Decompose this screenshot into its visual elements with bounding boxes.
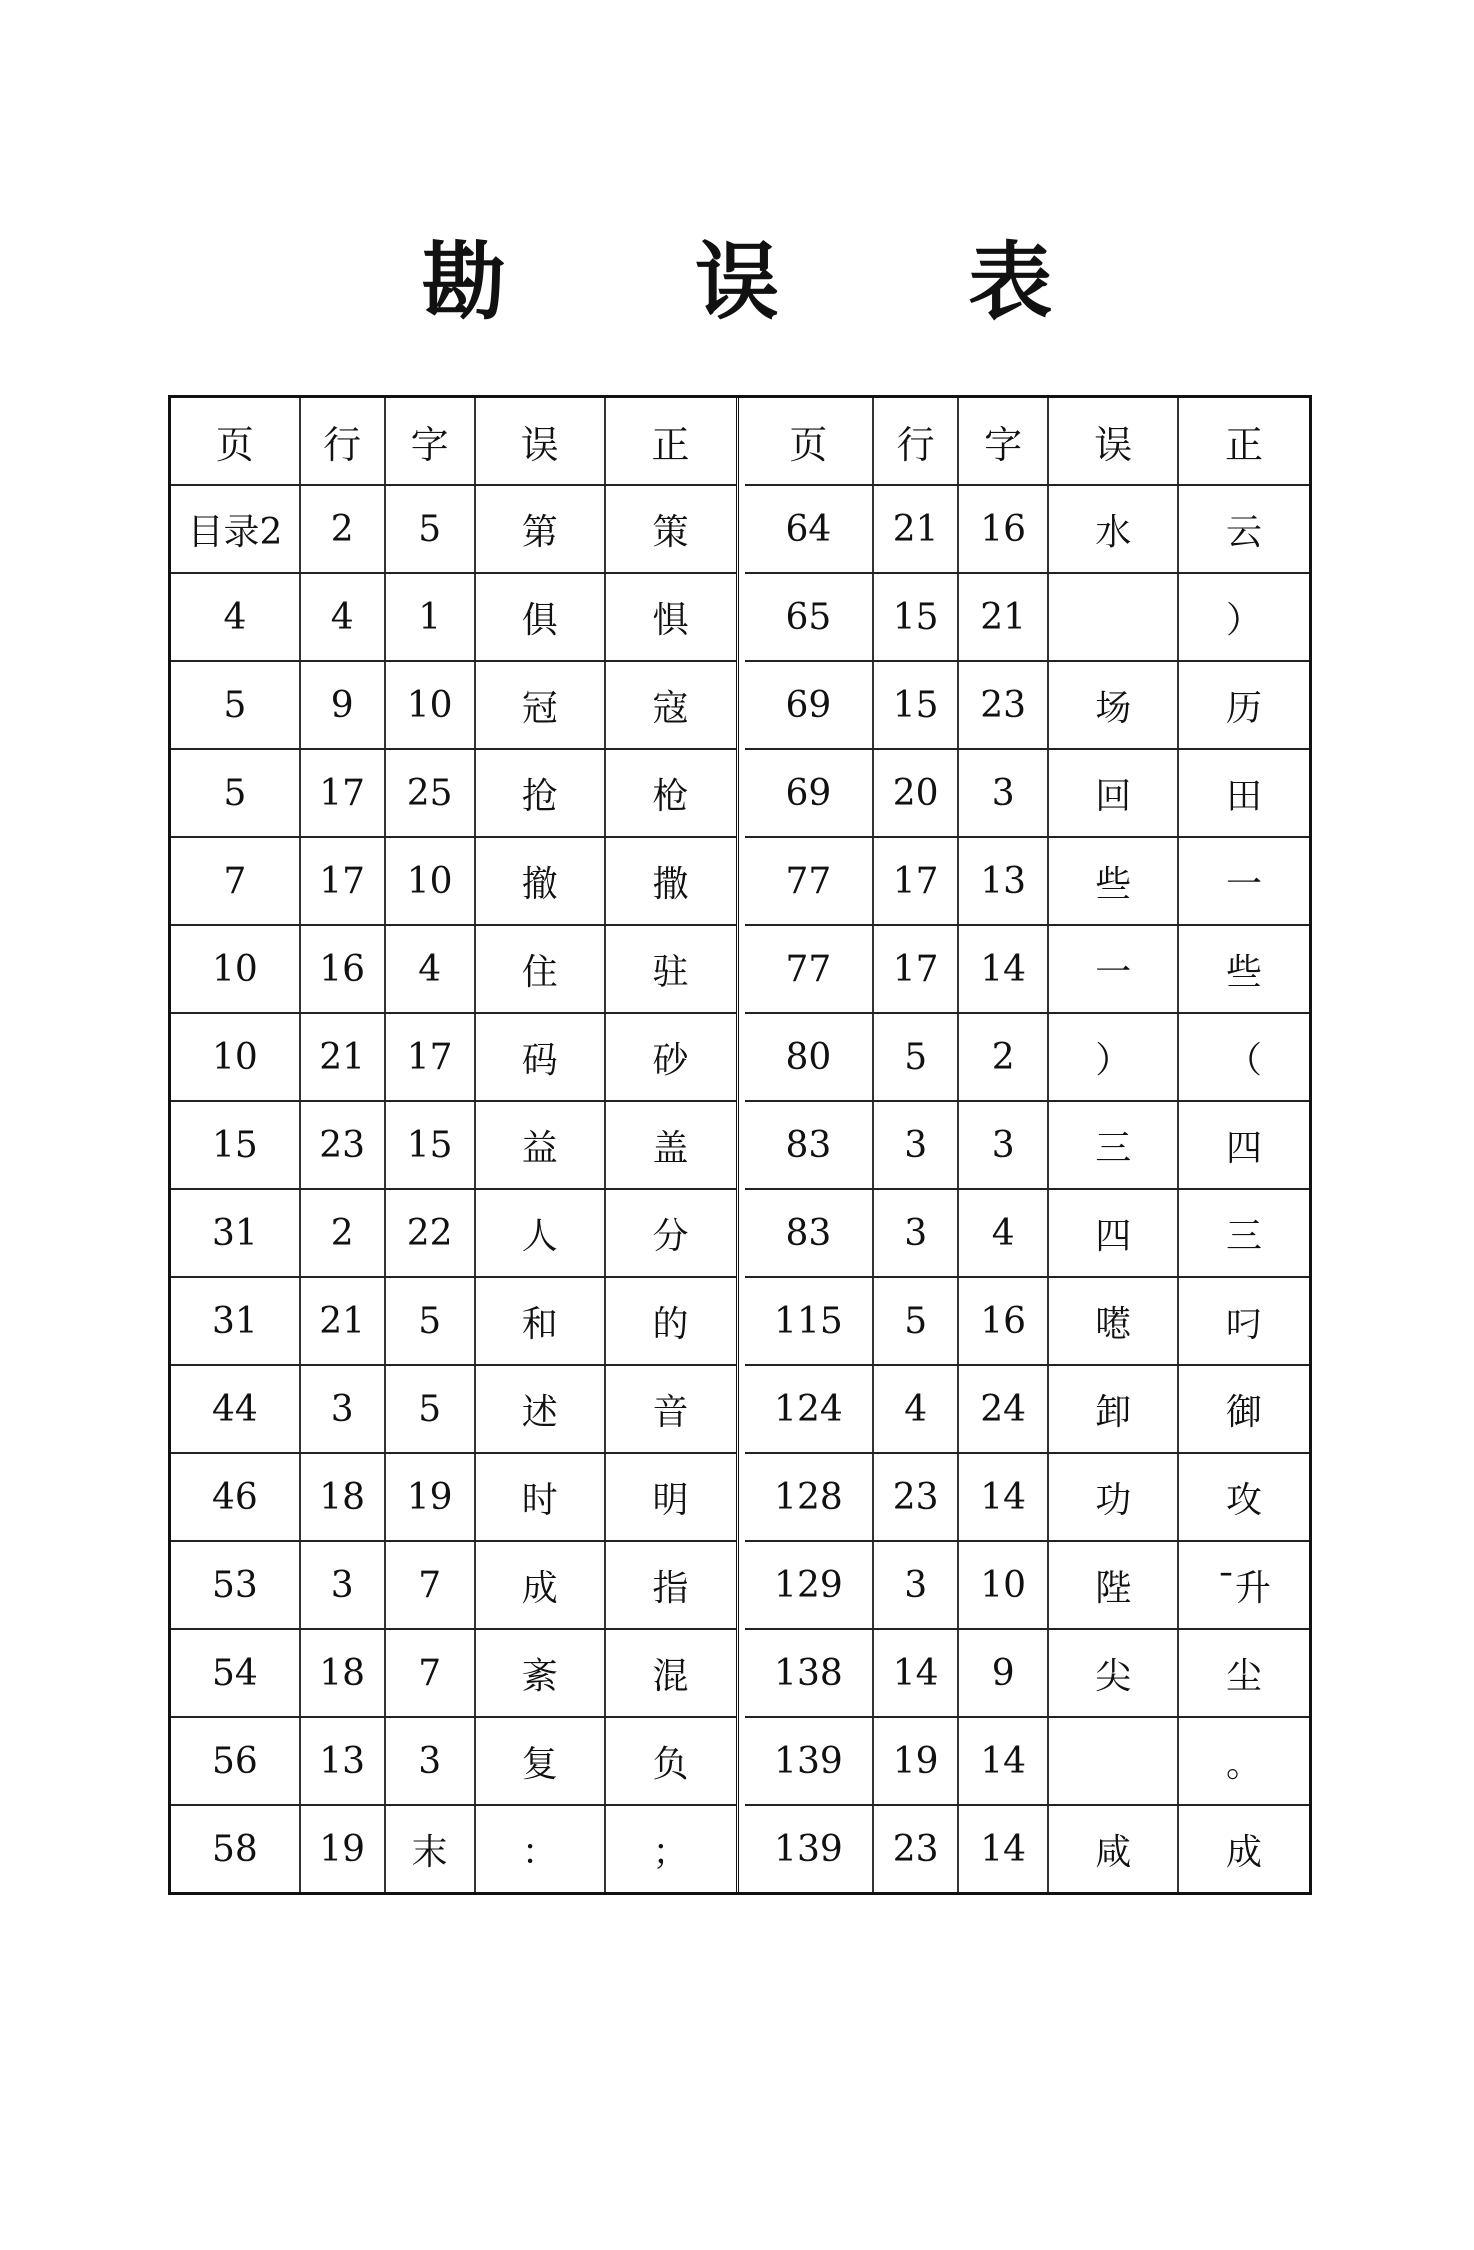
- cell-page: 69: [745, 662, 875, 748]
- cell-char: 5: [386, 486, 476, 572]
- cell-page: 31: [171, 1278, 301, 1364]
- cell-correct: 云: [1226, 511, 1263, 553]
- cell-correct: 的: [652, 1303, 689, 1345]
- cell-wrong: 撤: [476, 838, 606, 924]
- cell-wrong: 功: [1049, 1454, 1179, 1540]
- cell-wrong: 尖: [1049, 1630, 1179, 1716]
- cell-line: 20: [874, 750, 959, 836]
- cell-wrong: 一: [1049, 926, 1179, 1012]
- cell-char: 3: [386, 1718, 476, 1804]
- cell-line: 15: [874, 574, 959, 660]
- cell-char: 10: [386, 838, 476, 924]
- cell-wrong: 人: [476, 1190, 606, 1276]
- cell-correct: （: [1226, 1039, 1263, 1081]
- cell-correct: 砂: [652, 1039, 689, 1081]
- cell-correct: 寇: [652, 687, 689, 729]
- cell-line: 3: [874, 1542, 959, 1628]
- cell-line: 13: [301, 1718, 386, 1804]
- cell-correct: 。: [1226, 1743, 1263, 1785]
- page-title: 勘 误 表: [421, 233, 1133, 331]
- cell-line: 5: [874, 1278, 959, 1364]
- cell-wrong: 第: [476, 486, 606, 572]
- cell-char: 16: [959, 1278, 1049, 1364]
- table-row: [171, 1454, 736, 1542]
- cell-char: 14: [959, 1454, 1049, 1540]
- header-page: 页: [171, 398, 301, 484]
- table-row: [745, 574, 1310, 662]
- table-row: [745, 662, 1310, 750]
- cell-line: 17: [874, 926, 959, 1012]
- cell-page: 5: [171, 750, 301, 836]
- cell-char: 25: [386, 750, 476, 836]
- cell-char: 24: [959, 1366, 1049, 1452]
- cell-page: 10: [171, 1014, 301, 1100]
- table-row: [745, 838, 1310, 926]
- cell-wrong: 水: [1049, 486, 1179, 572]
- cell-char: 23: [959, 662, 1049, 748]
- cell-wrong: 住: [476, 926, 606, 1012]
- table-row: [171, 838, 736, 926]
- cell-correct: 四: [1226, 1127, 1263, 1169]
- cell-char: 22: [386, 1190, 476, 1276]
- cell-correct: 些: [1226, 951, 1263, 993]
- header-char: 字: [386, 398, 476, 484]
- header-line: 行: [874, 398, 959, 484]
- table-header-row: [745, 398, 1310, 486]
- cell-line: 3: [301, 1366, 386, 1452]
- cell-page: 4: [171, 574, 301, 660]
- cell-line: 21: [874, 486, 959, 572]
- cell-correct: 一: [1226, 863, 1263, 905]
- cell-correct: 历: [1226, 687, 1263, 729]
- table-row: [745, 1718, 1310, 1806]
- cell-wrong: 复: [476, 1718, 606, 1804]
- cell-char: 2: [959, 1014, 1049, 1100]
- cell-line: 3: [301, 1542, 386, 1628]
- header-page: 页: [745, 398, 875, 484]
- header-line: 行: [301, 398, 386, 484]
- cell-wrong: 时: [476, 1454, 606, 1540]
- cell-page: 65: [745, 574, 875, 660]
- cell-page: 31: [171, 1190, 301, 1276]
- cell-wrong: 回: [1049, 750, 1179, 836]
- table-row: [745, 1102, 1310, 1190]
- cell-page: 53: [171, 1542, 301, 1628]
- cell-char: 10: [959, 1542, 1049, 1628]
- table-row: [745, 1366, 1310, 1454]
- cell-page: 46: [171, 1454, 301, 1540]
- cell-wrong: 四: [1049, 1190, 1179, 1276]
- cell-char: 3: [959, 750, 1049, 836]
- cell-correct: 攻: [1226, 1479, 1263, 1521]
- cell-wrong: 益: [476, 1102, 606, 1188]
- cell-line: 17: [874, 838, 959, 924]
- cell-page: 7: [171, 838, 301, 924]
- cell-correct: 指: [652, 1567, 689, 1609]
- cell-wrong: 抢: [476, 750, 606, 836]
- cell-wrong: [1049, 1718, 1179, 1804]
- table-header-row: [171, 398, 736, 486]
- cell-wrong: 成: [476, 1542, 606, 1628]
- cell-correct: 负: [652, 1743, 689, 1785]
- cell-line: 23: [874, 1806, 959, 1892]
- cell-correct: 成: [1226, 1831, 1263, 1873]
- cell-wrong: 㘃: [1049, 1278, 1179, 1364]
- cell-line: 9: [301, 662, 386, 748]
- cell-char: 9: [959, 1630, 1049, 1716]
- cell-wrong: 些: [1049, 838, 1179, 924]
- cell-page: 83: [745, 1102, 875, 1188]
- cell-char: 14: [959, 1806, 1049, 1892]
- cell-char: 16: [959, 486, 1049, 572]
- cell-page: 115: [745, 1278, 875, 1364]
- cell-page: 5: [171, 662, 301, 748]
- cell-line: 5: [874, 1014, 959, 1100]
- header-correct: 正: [651, 422, 690, 467]
- cell-char: 17: [386, 1014, 476, 1100]
- cell-page: 58: [171, 1806, 301, 1892]
- table-row: [745, 750, 1310, 838]
- cell-correct: 音: [652, 1391, 689, 1433]
- cell-page: 139: [745, 1806, 875, 1892]
- cell-line: 4: [301, 574, 386, 660]
- cell-correct: 混: [652, 1655, 689, 1697]
- cell-correct: 策: [652, 511, 689, 553]
- cell-correct: 尘: [1226, 1655, 1263, 1697]
- table-row: [745, 1630, 1310, 1718]
- cell-wrong: 卸: [1049, 1366, 1179, 1452]
- cell-line: 15: [874, 662, 959, 748]
- cell-page: 77: [745, 838, 875, 924]
- table-row: [171, 1630, 736, 1718]
- cell-correct: 明: [652, 1479, 689, 1521]
- cell-wrong: 码: [476, 1014, 606, 1100]
- cell-page: 124: [745, 1366, 875, 1452]
- table-row: [171, 1190, 736, 1278]
- cell-line: 3: [874, 1190, 959, 1276]
- table-row: [171, 1366, 736, 1454]
- cell-char: 14: [959, 1718, 1049, 1804]
- table-row: [745, 1014, 1310, 1102]
- table-row: [745, 1278, 1310, 1366]
- errata-table-left: [171, 398, 739, 1892]
- table-row: [171, 926, 736, 1014]
- cell-wrong: 述: [476, 1366, 606, 1452]
- cell-char: 19: [386, 1454, 476, 1540]
- cell-line: 23: [874, 1454, 959, 1540]
- cell-page: 64: [745, 486, 875, 572]
- cell-line: 17: [301, 838, 386, 924]
- cell-page: 15: [171, 1102, 301, 1188]
- errata-table: [168, 395, 1312, 1895]
- cell-char: 末: [386, 1806, 476, 1892]
- cell-line: 18: [301, 1454, 386, 1540]
- cell-char: 15: [386, 1102, 476, 1188]
- cell-char: 3: [959, 1102, 1049, 1188]
- table-row: [171, 1278, 736, 1366]
- cell-correct: 叼: [1226, 1303, 1263, 1345]
- cell-wrong: 陛: [1049, 1542, 1179, 1628]
- cell-correct: 惧: [652, 599, 689, 641]
- cell-wrong: 和: [476, 1278, 606, 1364]
- table-row: [171, 1718, 736, 1806]
- cell-char: 10: [386, 662, 476, 748]
- table-row: [171, 1806, 736, 1892]
- cell-wrong: ）: [1049, 1014, 1179, 1100]
- cell-line: 16: [301, 926, 386, 1012]
- table-row: [171, 1542, 736, 1630]
- cell-correct: ）: [1226, 599, 1263, 641]
- table-row: [745, 1190, 1310, 1278]
- cell-page: 56: [171, 1718, 301, 1804]
- cell-page: 80: [745, 1014, 875, 1100]
- cell-wrong: 场: [1049, 662, 1179, 748]
- cell-line: 3: [874, 1102, 959, 1188]
- table-row: [171, 486, 736, 574]
- cell-char: 4: [959, 1190, 1049, 1276]
- header-correct: 正: [1225, 422, 1264, 467]
- cell-char: 14: [959, 926, 1049, 1012]
- cell-correct: 枪: [652, 775, 689, 817]
- cell-wrong: 紊: [476, 1630, 606, 1716]
- cell-page: 10: [171, 926, 301, 1012]
- table-row: [171, 1014, 736, 1102]
- cell-page: 83: [745, 1190, 875, 1276]
- cell-line: 23: [301, 1102, 386, 1188]
- cell-page: 44: [171, 1366, 301, 1452]
- cell-page: 129: [745, 1542, 875, 1628]
- cell-char: 1: [386, 574, 476, 660]
- cell-char: 7: [386, 1630, 476, 1716]
- table-row: [745, 1806, 1310, 1892]
- cell-wrong: 三: [1049, 1102, 1179, 1188]
- cell-wrong: 冠: [476, 662, 606, 748]
- cell-correct: 田: [1226, 775, 1263, 817]
- cell-line: 2: [301, 486, 386, 572]
- table-row: [745, 926, 1310, 1014]
- cell-char: 21: [959, 574, 1049, 660]
- cell-char: 5: [386, 1278, 476, 1364]
- cell-wrong: 俱: [476, 574, 606, 660]
- cell-correct: 分: [652, 1215, 689, 1257]
- table-row: [171, 662, 736, 750]
- cell-wrong: ：: [476, 1806, 606, 1892]
- cell-page: 139: [745, 1718, 875, 1804]
- cell-page: 77: [745, 926, 875, 1012]
- cell-char: 5: [386, 1366, 476, 1452]
- cell-page: 54: [171, 1630, 301, 1716]
- cell-char: 7: [386, 1542, 476, 1628]
- cell-page: 138: [745, 1630, 875, 1716]
- cell-char: 4: [386, 926, 476, 1012]
- table-row: [745, 1454, 1310, 1542]
- header-wrong: 误: [476, 398, 606, 484]
- cell-char: 13: [959, 838, 1049, 924]
- cell-line: 21: [301, 1014, 386, 1100]
- cell-correct: 撒: [652, 863, 689, 905]
- header-wrong: 误: [1049, 398, 1179, 484]
- cell-page: 128: [745, 1454, 875, 1540]
- cell-correct: ¯升: [1217, 1567, 1272, 1609]
- cell-line: 17: [301, 750, 386, 836]
- cell-line: 21: [301, 1278, 386, 1364]
- table-row: [745, 486, 1310, 574]
- cell-wrong: 咸: [1049, 1806, 1179, 1892]
- cell-line: 19: [301, 1806, 386, 1892]
- cell-correct: 三: [1226, 1215, 1263, 1257]
- cell-line: 14: [874, 1630, 959, 1716]
- table-row: [745, 1542, 1310, 1630]
- cell-wrong: [1049, 574, 1179, 660]
- cell-correct: ；: [652, 1831, 689, 1873]
- cell-line: 4: [874, 1366, 959, 1452]
- cell-line: 18: [301, 1630, 386, 1716]
- cell-correct: 盖: [652, 1127, 689, 1169]
- table-row: [171, 574, 736, 662]
- table-row: [171, 750, 736, 838]
- cell-correct: 驻: [652, 951, 689, 993]
- cell-line: 19: [874, 1718, 959, 1804]
- cell-correct: 御: [1226, 1391, 1263, 1433]
- header-char: 字: [959, 398, 1049, 484]
- cell-page: 69: [745, 750, 875, 836]
- cell-line: 2: [301, 1190, 386, 1276]
- errata-table-right: [745, 398, 1310, 1892]
- table-row: [171, 1102, 736, 1190]
- cell-page: 目录2: [171, 486, 301, 572]
